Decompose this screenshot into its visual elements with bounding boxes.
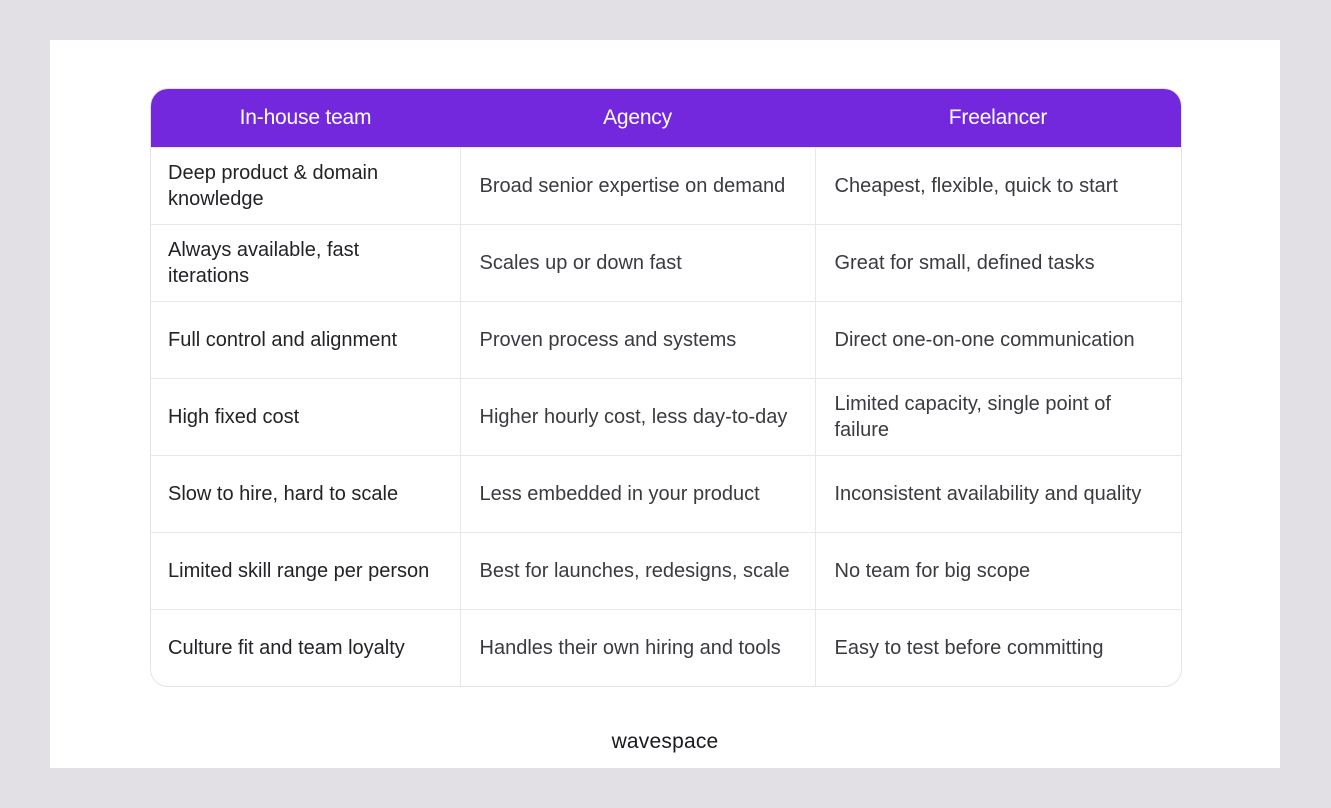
comparison-table: [151, 89, 1181, 686]
table-cell: Culture fit and team loyalty: [151, 609, 460, 686]
header-agency: Agency: [603, 105, 672, 129]
table-row: [151, 224, 1181, 301]
table-row: [151, 147, 1181, 224]
table-cell: Inconsistent availability and quality: [815, 455, 1181, 532]
table-cell: Always available, fast iterations: [151, 224, 460, 301]
table-cell: Higher hourly cost, less day-to-day: [460, 378, 815, 455]
table-cell: Handles their own hiring and tools: [460, 609, 815, 686]
table-row: [151, 455, 1181, 532]
content-card: [50, 40, 1280, 768]
table-cell: Slow to hire, hard to scale: [151, 455, 460, 532]
table-cell: Cheapest, flexible, quick to start: [815, 147, 1181, 224]
header-in-house-team: In-house team: [239, 105, 372, 129]
table-header-row: [151, 89, 1181, 147]
table-cell: Limited capacity, single point of failure: [815, 378, 1181, 455]
table-cell: Best for launches, redesigns, scale: [460, 532, 815, 609]
table-cell: No team for big scope: [815, 532, 1181, 609]
table-row: [151, 378, 1181, 455]
table-cell: Direct one-on-one communication: [815, 301, 1181, 378]
header-freelancer: Freelancer: [948, 105, 1048, 129]
table-cell: Limited skill range per person: [151, 532, 460, 609]
table-cell: Full control and alignment: [151, 301, 460, 378]
table-row: [151, 532, 1181, 609]
table-cell: Broad senior expertise on demand: [460, 147, 815, 224]
table-cell: Proven process and systems: [460, 301, 815, 378]
table-cell: Great for small, defined tasks: [815, 224, 1181, 301]
table-cell: Scales up or down fast: [460, 224, 815, 301]
table-row: [151, 301, 1181, 378]
table-cell: Deep product & domain knowledge: [151, 147, 460, 224]
table-cell: High fixed cost: [151, 378, 460, 455]
comparison-table-container: [150, 88, 1182, 687]
wavespace-logo: wavespace: [611, 730, 719, 753]
table-row: [151, 609, 1181, 686]
table-cell: Less embedded in your product: [460, 455, 815, 532]
table-cell: Easy to test before committing: [815, 609, 1181, 686]
